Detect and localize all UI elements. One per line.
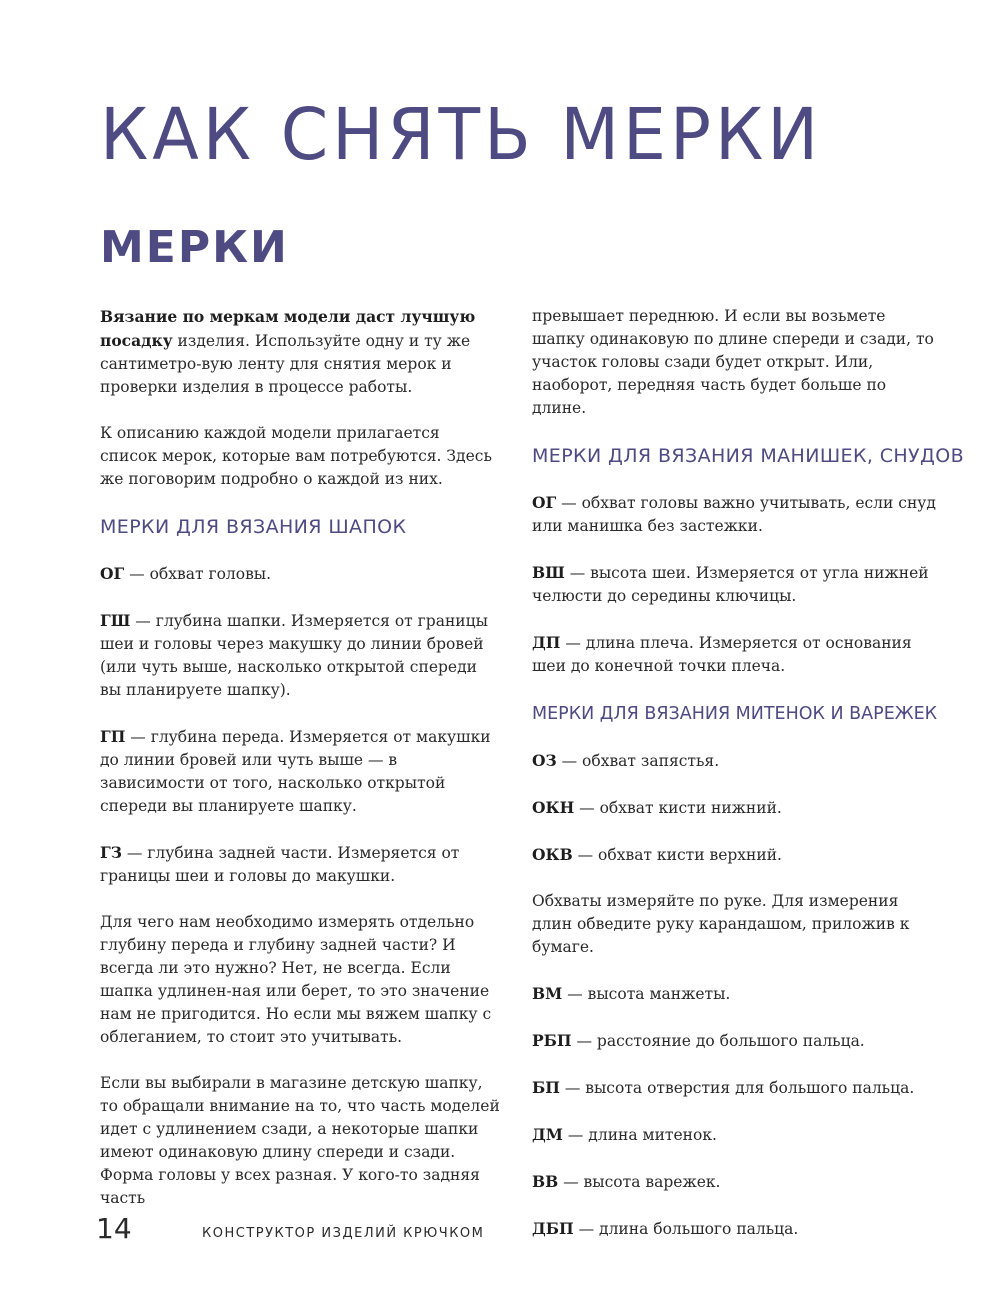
measure-abbr: ДП (532, 633, 561, 652)
measure-text: — обхват кисти верхний. (572, 846, 782, 864)
measure-abbr: ОГ (100, 564, 125, 583)
measure-text: — высота варежек. (558, 1173, 721, 1191)
measure-item (532, 631, 942, 678)
measure-text: — длина большого пальца. (573, 1220, 799, 1238)
left-column (100, 305, 500, 1233)
measure-abbr: БП (532, 1078, 560, 1097)
measure-abbr: РБП (532, 1031, 572, 1050)
measure-text: — высота шеи. Измеряется от угла нижней челюсти до середины ключицы. (532, 564, 929, 605)
intro-rest: изделия. Используйте одну и ту же сантиметро-вую ленту для снятия мерок и проверки изделия в процессе работы. (100, 332, 471, 396)
measure-abbr: ДБП (532, 1219, 574, 1238)
measure-item (532, 749, 942, 773)
measure-abbr: ГЗ (100, 843, 122, 862)
measure-abbr: ОГ (532, 493, 557, 512)
measure-item (532, 982, 942, 1006)
intro-paragraph (100, 305, 500, 399)
measure-item (532, 1170, 942, 1194)
measure-item (532, 491, 942, 538)
measure-item (532, 796, 942, 820)
measure-abbr: ВВ (532, 1172, 559, 1191)
section-subtitle: МЕРКИ (100, 222, 289, 273)
running-footer: КОНСТРУКТОР ИЗДЕЛИЙ КРЮЧКОМ (202, 1226, 485, 1241)
heading-snoods: МЕРКИ ДЛЯ ВЯЗАНИЯ МАНИШЕК, СНУДОВ (532, 445, 965, 467)
measure-abbr: ОКН (532, 798, 575, 817)
measure-abbr: ОЗ (532, 751, 557, 770)
measure-abbr: ГШ (100, 611, 131, 630)
measure-item (100, 841, 500, 888)
measure-abbr: ДМ (532, 1125, 563, 1144)
measure-item (100, 609, 500, 702)
measure-item (100, 725, 500, 818)
measure-text: — обхват запястья. (556, 752, 720, 770)
body-paragraph: Если вы выбирали в магазине детскую шапку, то обращали внимание на то, что часть моделей идет с удлинением сзади, а некоторые шапки имеют одинаковую длину спереди и сзади. Форма головы у всех разная. У кого-то задняя часть (100, 1074, 500, 1207)
measure-item (532, 1217, 942, 1241)
measure-text: — расстояние до большого пальца. (571, 1032, 865, 1050)
measure-abbr: ОКВ (532, 845, 573, 864)
measure-text: — высота отверстия для большого пальца. (559, 1079, 915, 1097)
measure-item (532, 1076, 942, 1100)
measure-abbr: ВШ (532, 563, 565, 582)
continued-paragraph: превышает переднюю. И если вы возьмете шапку одинаковую по длине спереди и сзади, то участок головы сзади будет открыт. Или, наоборот, передняя часть будет больше по длине. (532, 307, 934, 417)
measure-text: — обхват головы. (124, 565, 272, 583)
measure-text: — обхват кисти нижний. (574, 799, 782, 817)
page-title: КАК СНЯТЬ МЕРКИ (100, 94, 823, 177)
measure-text: — длина плеча. Измеряется от основания шеи до конечной точки плеча. (532, 634, 912, 675)
body-paragraph: Для чего нам необходимо измерять отдельно глубину переда и глубину задней части? И всегда ли это нужно? Нет, не всегда. Если шапка удлинен-ная или берет, то это значение нам не пригодится. Но если мы вяжем шапку с облеганием, то стоит это учитывать. (100, 913, 492, 1046)
measure-text: — длина митенок. (562, 1126, 717, 1144)
measure-item (532, 843, 942, 867)
measure-text: — обхват головы важно учитывать, если снуд или манишка без застежки. (532, 494, 936, 535)
intro-paragraph-2: К описанию каждой модели прилагается список мерок, которые вам потребуются. Здесь же поговорим подробно о каждой из них. (100, 424, 492, 488)
measure-text: — высота манжеты. (562, 985, 731, 1003)
measure-item (532, 1123, 942, 1147)
measure-item (532, 1029, 942, 1053)
measure-text: — глубина шапки. Измеряется от границы шеи и головы через макушку до линии бровей (или чуть выше, насколько открытой спереди вы планируете шапку). (100, 612, 488, 699)
measure-abbr: ВМ (532, 984, 563, 1003)
heading-mittens: МЕРКИ ДЛЯ ВЯЗАНИЯ МИТЕНОК И ВАРЕЖЕК (532, 704, 938, 724)
hand-note: Обхваты измеряйте по руке. Для измерения длин обведите руку карандашом, приложив к бумаге. (532, 892, 910, 956)
heading-hats: МЕРКИ ДЛЯ ВЯЗАНИЯ ШАПОК (100, 516, 407, 538)
right-column (532, 305, 965, 1264)
measure-item (532, 561, 942, 608)
measure-abbr: ГП (100, 727, 126, 746)
measure-item (100, 562, 500, 586)
page-number: 14 (96, 1212, 132, 1245)
measure-text: — глубина задней части. Измеряется от границы шеи и головы до макушки. (100, 844, 460, 885)
intro-bold: Вязание по меркам модели даст лучшую посадку (100, 307, 476, 350)
measure-text: — глубина переда. Измеряется от макушки до линии бровей или чуть выше — в зависимости от того, насколько открытой спереди вы планируете шапку. (100, 728, 491, 815)
